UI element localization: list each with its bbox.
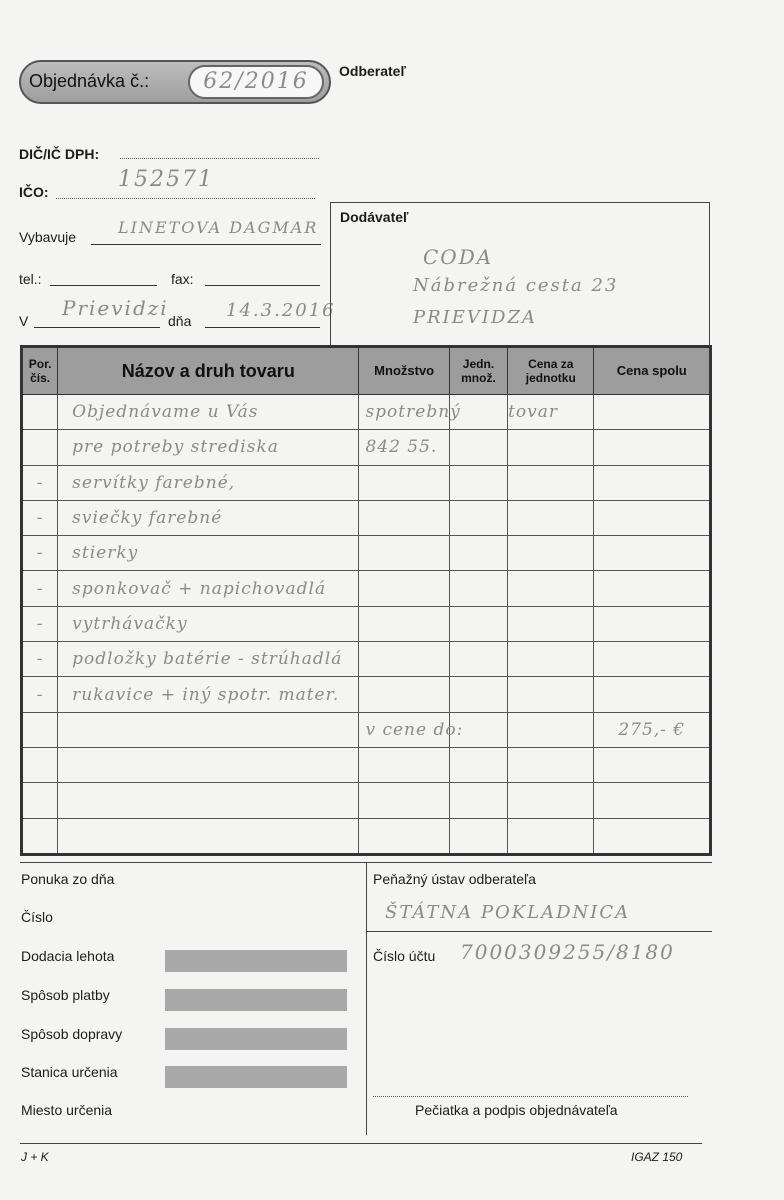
cell-unit-price (508, 677, 594, 712)
cell-unit-price (508, 818, 594, 854)
supplier-label: Dodávateľ (340, 209, 409, 225)
cell-no (22, 712, 58, 747)
cell-qty (359, 783, 449, 818)
cell-unit (449, 642, 507, 677)
cell-name (58, 818, 359, 854)
header-no: Por. čís. (22, 347, 58, 395)
table-row (22, 606, 711, 641)
cell-no (22, 783, 58, 818)
handled-by-value: LINETOVA DAGMAR (118, 218, 319, 237)
tel-label: tel.: (19, 271, 42, 287)
cell-name: pre potreby strediska (58, 430, 359, 465)
cell-qty: v cene do: (359, 712, 449, 747)
cell-total (594, 606, 711, 641)
cell-total (594, 677, 711, 712)
footer-right: IGAZ 150 (631, 1150, 683, 1164)
header-unit: Jedn. množ. (449, 347, 507, 395)
header-qty: Množstvo (359, 347, 449, 395)
header-total: Cena spolu (594, 347, 711, 395)
bottom-vertical-divider (366, 862, 367, 1135)
supplier-line-3: PRIEVIDZA (413, 307, 537, 328)
delivery-label: Dodacia lehota (21, 948, 115, 964)
buyer-label: Odberateľ (339, 63, 406, 79)
handled-by-label: Vybavuje (19, 229, 77, 245)
cell-unit-price (508, 712, 594, 747)
cell-name: servítky farebné, (58, 465, 359, 500)
offer-label: Ponuka zo dňa (21, 871, 115, 887)
cell-qty (359, 465, 449, 500)
handled-by-field (91, 244, 321, 245)
order-number-banner (19, 60, 331, 104)
payment-field (165, 989, 347, 1011)
cell-total (594, 783, 711, 818)
cell-qty (359, 642, 449, 677)
cell-unit (449, 571, 507, 606)
supplier-line-2: Nábrežná cesta 23 (413, 275, 619, 296)
cell-qty (359, 747, 449, 782)
cell-unit (449, 783, 507, 818)
signature-line (373, 1096, 688, 1097)
account-label: Číslo účtu (373, 948, 436, 964)
cell-name: Objednávame u Vás (58, 395, 359, 430)
cell-name: vytrhávačky (58, 606, 359, 641)
supplier-line-1: CODA (423, 245, 494, 269)
number-label: Číslo (21, 909, 53, 925)
table-row (22, 500, 711, 535)
ico-field (56, 198, 315, 199)
account-value: 7000309255/8180 (460, 940, 675, 964)
cell-unit-price (508, 642, 594, 677)
cell-unit-price (508, 606, 594, 641)
cell-name (58, 712, 359, 747)
table-row (22, 571, 711, 606)
cell-unit (449, 818, 507, 854)
cell-qty (359, 606, 449, 641)
cell-no: - (22, 571, 58, 606)
table-row (22, 747, 711, 782)
cell-qty: spotrebný (359, 395, 449, 430)
cell-unit-price (508, 571, 594, 606)
cell-no (22, 430, 58, 465)
cell-total (594, 571, 711, 606)
cell-no: - (22, 677, 58, 712)
cell-qty: 842 55. (359, 430, 449, 465)
table-row (22, 430, 711, 465)
cell-total (594, 642, 711, 677)
cell-unit (449, 500, 507, 535)
station-field (165, 1066, 347, 1088)
cell-total (594, 818, 711, 854)
cell-unit (449, 677, 507, 712)
cell-name (58, 783, 359, 818)
table-row (22, 712, 711, 747)
cell-total (594, 747, 711, 782)
cell-unit-price (508, 465, 594, 500)
tel-field (50, 285, 157, 286)
cell-qty (359, 500, 449, 535)
ico-label: IČO: (19, 184, 49, 200)
table-row (22, 783, 711, 818)
signature-label: Pečiatka a podpis objednávateľa (415, 1102, 618, 1118)
cell-no: - (22, 500, 58, 535)
cell-qty (359, 571, 449, 606)
supplier-box (330, 202, 710, 346)
cell-no: - (22, 642, 58, 677)
cell-no (22, 818, 58, 854)
destination-label: Miesto určenia (21, 1102, 113, 1118)
cell-unit-price (508, 500, 594, 535)
station-label: Stanica určenia (21, 1064, 118, 1080)
cell-total (594, 465, 711, 500)
cell-name: podložky batérie - strúhadlá (58, 642, 359, 677)
cell-name: stierky (58, 536, 359, 571)
payment-label: Spôsob platby (21, 987, 110, 1003)
cell-unit (449, 536, 507, 571)
cell-name: rukavice + iný spotr. mater. (58, 677, 359, 712)
cell-unit-price (508, 536, 594, 571)
transport-field (165, 1028, 347, 1050)
cell-total (594, 395, 711, 430)
date-label: dňa (168, 313, 192, 329)
cell-name: sponkovač + napichovadlá (58, 571, 359, 606)
delivery-field (165, 950, 347, 972)
transport-label: Spôsob dopravy (21, 1026, 123, 1042)
cell-unit-price (508, 783, 594, 818)
order-number-value: 62/2016 (188, 65, 324, 99)
footer-divider (20, 1143, 702, 1144)
table-row (22, 395, 711, 430)
place-label: V (19, 313, 29, 329)
dic-field (120, 158, 319, 159)
cell-name: sviečky farebné (58, 500, 359, 535)
fax-label: fax: (171, 271, 194, 287)
table-row (22, 642, 711, 677)
place-field (34, 327, 160, 328)
cell-no (22, 747, 58, 782)
cell-unit-price (508, 747, 594, 782)
cell-no: - (22, 465, 58, 500)
cell-total (594, 430, 711, 465)
cell-unit-price: tovar (508, 395, 594, 430)
cell-total: 275,- € (594, 712, 711, 747)
cell-unit (449, 430, 507, 465)
bank-divider (366, 931, 712, 932)
order-items-table (20, 345, 712, 856)
cell-qty (359, 677, 449, 712)
order-label: Objednávka č.: (29, 71, 150, 91)
cell-unit-price (508, 430, 594, 465)
header-unit-price: Cena za jednotku (508, 347, 594, 395)
cell-no: - (22, 606, 58, 641)
bank-label: Peňažný ústav odberateľa (373, 871, 536, 887)
cell-name (58, 747, 359, 782)
cell-qty (359, 536, 449, 571)
cell-qty (359, 818, 449, 854)
cell-total (594, 500, 711, 535)
bank-value: ŠTÁTNA POKLADNICA (385, 902, 631, 923)
fax-field (205, 285, 320, 286)
header-name: Názov a druh tovaru (58, 347, 359, 395)
cell-unit (449, 747, 507, 782)
cell-total (594, 536, 711, 571)
cell-unit (449, 465, 507, 500)
table-row (22, 677, 711, 712)
date-field (205, 327, 320, 328)
footer-left: J + K (21, 1150, 49, 1164)
table-header-row (22, 347, 711, 395)
cell-no: - (22, 536, 58, 571)
table-row (22, 536, 711, 571)
cell-unit (449, 606, 507, 641)
table-row (22, 465, 711, 500)
cell-no (22, 395, 58, 430)
ico-value: 152571 (118, 167, 214, 192)
place-value: Prievidzi (62, 296, 169, 320)
table-row (22, 818, 711, 854)
date-value: 14.3.2016 (226, 300, 336, 321)
dic-label: DIČ/IČ DPH: (19, 146, 100, 162)
